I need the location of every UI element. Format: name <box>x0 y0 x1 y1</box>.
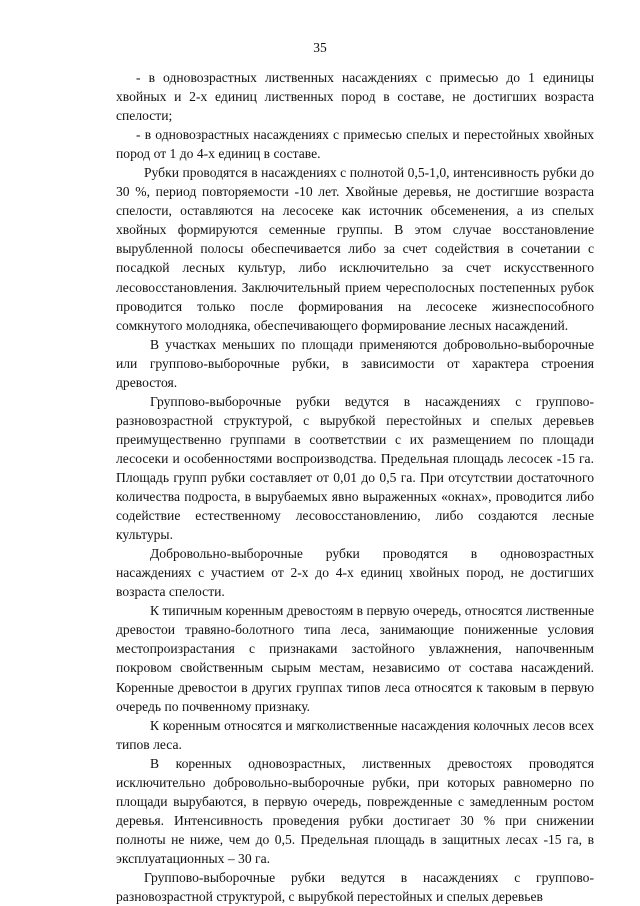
paragraph-list-item-1: - в одновозрастных лиственных насаждениях с примесью до 1 единицы хвойных и 2-х единиц лиственных пород в составе, не достигших возраста спелости; <box>116 70 594 124</box>
paragraph-native-stands: К типичным коренным древостоям в первую очередь, относятся лиственные древостои травяно-болотного типа леса, занимающие пониженные условия местопроизрастания с признаками застойного увлажнения, напочвенным покровом свойственным сырым местам, независимо от состава насаждений. Коренные древостои в других группах типов леса относятся к таковым в первую очередь по почвенному признаку. <box>116 603 594 714</box>
paragraph-voluntary-selective: Добровольно-выборочные рубки проводятся в одновозрастных насаждениях с участием от 2-х до 4-х единиц хвойных пород, не достигших возраста спелости. <box>116 546 594 600</box>
document-body <box>116 68 594 906</box>
paragraph-native-deciduous: В коренных одновозрастных, лиственных древостоях проводятся исключительно добровольно-выборочные рубки, при которых равномерно по площади вырубаются, в первую очередь, поврежденные с замедленным ростом деревья. Интенсивность проведения рубки достигает 30 % при снижении полноты не ниже, чем до 0,5. Предельная площадь в защитных лесах -15 га, в эксплуатационных – 30 га. <box>116 755 594 866</box>
paragraph-kolki-forests: К коренным относятся и мягколиственные насаждения колочных лесов всех типов леса. <box>116 717 594 752</box>
page-number: 35 <box>313 40 327 55</box>
paragraph-list-item-2: - в одновозрастных насаждениях с примесью спелых и перестойных хвойных пород от 1 до 4-х единиц в составе. <box>116 127 594 162</box>
paragraph-small-plots: В участках меньших по площади применяются добровольно-выборочные или группово-выборочные рубки, в зависимости от характера строения древостоя. <box>116 336 594 390</box>
paragraph-group-selective: Группово-выборочные рубки ведутся в насаждениях с группово-разновозрастной структурой, с вырубкой перестойных и спелых деревьев преимущественно группами в соответствии с их размещением по площади лесосеки и особенностями воспроизводства. Предельная площадь лесосек -15 га. Площадь групп рубки составляет от 0,01 до 0,5 га. При отсутствии достаточного количества подроста, в вырубаемых явно выраженных «окнах», проводится либо содействие естественному лесовосстановлению, либо создаются лесные культуры. <box>116 393 594 543</box>
paragraph-selective-felling: Рубки проводятся в насаждениях с полнотой 0,5-1,0, интенсивность рубки до 30 %, период повторяемости -10 лет. Хвойные деревья, не достигшие возраста спелости, оставляются на лесосеке как источник обсеменения, а из спелых хвойных формируются семенные группы. В этом случае восстановление вырубленной полосы обеспечивается либо за счет содействия в сочетании с посадкой лесных культур, либо исключительно за счет искусственного лесовосстановления. Заключительный прием чересполосных постепенных рубок проводится только после формирования на лесосеке жизнеспособного сомкнутого молодняка, обеспечивающего формирование лесных насаждений. <box>116 165 594 333</box>
paragraph-group-selective-2: Группово-выборочные рубки ведутся в насаждениях с группово-разновозрастной структурой, с вырубкой перестойных и спелых деревьев <box>116 869 594 905</box>
